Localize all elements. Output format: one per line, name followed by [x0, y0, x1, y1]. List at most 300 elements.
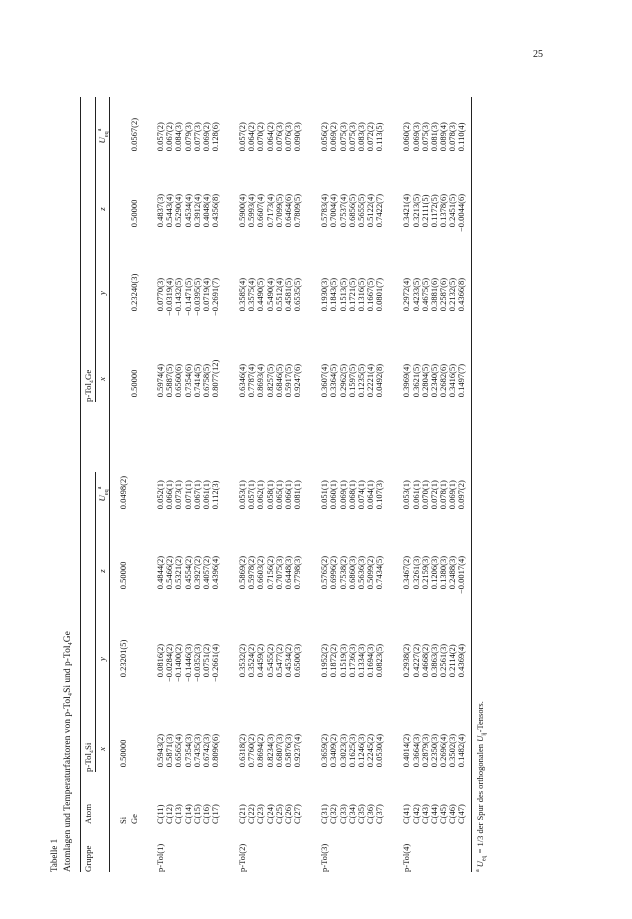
- tensor-symbol: U: [475, 735, 485, 742]
- si-z-cell: 0.5869(2): [237, 555, 248, 590]
- si-ueq-cell: 0.097(2): [456, 480, 467, 510]
- ge-ueq-cell: 0.075(3): [346, 122, 357, 152]
- ge-ueq-cell: 0.079(3): [182, 122, 193, 152]
- atom-label: C(35): [355, 804, 366, 824]
- si-y-cell: −0.1446(3): [182, 643, 193, 682]
- si-ueq-cell: 0.070(1): [419, 480, 430, 510]
- ge-y-cell: −0.1432(5): [173, 277, 184, 316]
- ge-y-cell: 0.1721(5): [346, 277, 357, 312]
- group-label: p-Tol(4): [401, 843, 412, 872]
- si-ueq-cell: 0.071(1): [182, 480, 193, 510]
- ge-ueq-cell: 0.072(2): [365, 122, 376, 152]
- si-y-cell: 0.2938(2): [401, 643, 412, 678]
- ge-y-cell: 0.2972(4): [401, 277, 412, 312]
- si-z-cell: 0.7798(3): [292, 555, 303, 590]
- si-ueq-cell: 0.052(1): [155, 480, 165, 510]
- ge-z-cell: 0.50000: [129, 199, 139, 228]
- si-y-cell: −0.2661(4): [210, 643, 221, 682]
- ge-x-cell: 0.6758(5): [200, 363, 211, 398]
- tensor-suffix: -Tensors.: [475, 701, 485, 733]
- ge-x-cell: 0.6346(4): [237, 363, 248, 398]
- footnote-mark: a: [475, 869, 482, 872]
- si-z-cell: 0.7156(2): [264, 555, 275, 590]
- atom-label: C(14): [182, 804, 193, 824]
- ge-x-cell: 0.3364(5): [328, 363, 339, 398]
- ueq-symbol: U: [475, 861, 485, 868]
- ge-ueq-cell: 0.056(2): [319, 122, 330, 152]
- ge-z-cell: 0.5655(5): [355, 193, 366, 228]
- si-y-cell: 0.4534(2): [283, 643, 294, 678]
- table-row: [375, 97, 384, 872]
- si-ueq-cell: 0.072(1): [428, 480, 439, 510]
- ge-y-cell: 0.4675(5): [419, 277, 430, 312]
- si-ueq-cell: 0.051(1): [319, 480, 330, 510]
- page-number: 25: [533, 49, 543, 60]
- si-y-cell: 0.6500(3): [292, 643, 303, 678]
- ge-x-cell: 0.6846(5): [273, 363, 284, 398]
- si-y-cell: −0.1400(2): [173, 643, 184, 682]
- si-x-cell: 0.5943(2): [155, 733, 165, 768]
- ge-y-cell: 0.3585(4): [237, 277, 248, 312]
- atom-label: C(36): [365, 804, 376, 824]
- ueq-subscript: eq: [103, 131, 110, 138]
- ge-z-cell: 0.5443(4): [164, 193, 175, 228]
- ge-x-cell: 0.2804(5): [419, 363, 430, 398]
- si-z-cell: 0.5765(2): [319, 555, 330, 590]
- si-ueq-cell: 0.065(1): [273, 480, 284, 510]
- atom-label: C(27): [292, 804, 303, 824]
- si-ueq-cell: 0.064(1): [365, 480, 376, 510]
- group-column-header: Gruppe: [83, 845, 93, 872]
- si-x-cell: 0.5871(3): [164, 733, 175, 768]
- ge-z-cell: 0.3421(4): [401, 193, 412, 228]
- si-ueq-cell: 0.0498(2): [118, 475, 128, 510]
- ge-x-cell: 0.2962(5): [337, 363, 348, 398]
- ge-y-cell: 0.2132(5): [447, 277, 458, 312]
- si-y-cell: 0.1519(3): [337, 643, 348, 678]
- si-x-cell: 0.2350(3): [428, 733, 439, 768]
- si-y-cell: 0.4459(2): [255, 643, 266, 678]
- si-y-cell: 0.1952(2): [319, 643, 330, 678]
- ge-y-cell: 0.2587(6): [438, 277, 449, 312]
- ge-z-cell: 0.5900(4): [237, 193, 248, 228]
- ge-ueq-cell: 0.083(3): [355, 122, 366, 152]
- si-z-cell: 0.7075(3): [273, 555, 284, 590]
- ge-y-cell: −0.0395(5): [191, 277, 202, 316]
- ge-y-cell: 0.0801(7): [374, 277, 385, 312]
- si-y-cell: 0.1334(3): [355, 643, 366, 678]
- si-y-cell: −0.0352(3): [191, 643, 202, 682]
- ge-ueq-cell: 0.069(2): [200, 122, 211, 152]
- si-ueq-cell: 0.068(1): [346, 480, 357, 510]
- atom-label: C(44): [428, 804, 439, 824]
- ge-x-cell: 0.8077(12): [210, 359, 221, 398]
- si-ueq-cell: 0.061(1): [410, 480, 421, 510]
- si-x-cell: 0.0530(4): [374, 733, 385, 768]
- si-z-cell: 0.4554(2): [182, 555, 193, 590]
- si-ueq-cell: 0.074(1): [355, 480, 366, 510]
- si-y-cell: 0.4227(2): [410, 643, 421, 678]
- z-symbol: z: [97, 207, 107, 211]
- footnote-text: = 1/3 der Spur des orthogonalen: [475, 743, 485, 854]
- ge-z-cell: 0.7809(5): [292, 193, 303, 228]
- ge-ueq-cell: 0.077(3): [191, 122, 202, 152]
- ge-ueq-cell: 0.070(2): [255, 122, 266, 152]
- si-y-cell: 0.23201(5): [118, 639, 128, 678]
- row-spacer: [110, 97, 118, 872]
- ge-z-cell: 0.4356(8): [210, 193, 221, 228]
- si-y-cell: 0.2561(3): [438, 643, 449, 678]
- tensor-subscript: ij: [481, 732, 488, 736]
- atom-label: C(31): [319, 804, 330, 824]
- ge-x-cell: 0.1597(5): [346, 363, 357, 398]
- ge-compound-header: p-Tol₄Ge: [83, 369, 93, 402]
- si-z-cell: −0.0017(4): [456, 555, 467, 594]
- si-x-cell: 0.6565(4): [173, 733, 184, 768]
- si-y-cell: 0.5455(2): [264, 643, 275, 678]
- si-ueq-cell: 0.107(3): [374, 480, 385, 510]
- ge-x-header: [97, 356, 108, 402]
- ge-ueq-cell: 0.075(3): [337, 122, 348, 152]
- si-y-cell: 0.3532(2): [237, 643, 248, 678]
- si-z-cell: 0.7434(5): [374, 555, 385, 590]
- ge-ueq-cell: 0.069(3): [410, 122, 421, 152]
- atom-label: C(25): [273, 804, 284, 824]
- atom-label: C(13): [173, 804, 184, 824]
- ge-x-cell: 0.5974(4): [155, 363, 165, 398]
- ge-x-cell: 0.7414(5): [191, 363, 202, 398]
- ge-x-cell: 0.2682(6): [438, 363, 449, 398]
- si-x-cell: 0.1246(3): [355, 733, 366, 768]
- si-x-cell: 0.4014(2): [401, 733, 412, 768]
- ge-z-cell: 0.6607(4): [255, 193, 266, 228]
- si-x-cell: 0.8234(3): [264, 733, 275, 768]
- top-rule: [80, 97, 81, 872]
- ge-x-cell: 0.1235(5): [355, 363, 366, 398]
- ge-ueq-cell: 0.057(2): [237, 122, 248, 152]
- si-x-cell: 0.7435(3): [191, 733, 202, 768]
- si-z-cell: 0.6860(3): [346, 555, 357, 590]
- ge-y-cell: 0.4366(8): [456, 277, 467, 312]
- atom-label: C(17): [210, 804, 221, 824]
- si-ueq-header: [97, 474, 108, 514]
- si-z-cell: 0.7538(2): [337, 555, 348, 590]
- si-x-cell: 0.6742(3): [200, 733, 211, 768]
- ge-x-cell: 0.5887(5): [164, 363, 175, 398]
- x-symbol: x: [97, 747, 107, 751]
- ge-z-cell: 0.5993(4): [246, 193, 257, 228]
- si-x-cell: 0.3659(2): [319, 733, 330, 768]
- table-label: Tabelle 1: [49, 838, 59, 872]
- ge-z-cell: 0.7099(5): [273, 193, 284, 228]
- ge-y-cell: −0.2691(7): [210, 277, 221, 316]
- si-y-cell: 0.0823(5): [374, 643, 385, 678]
- ge-x-cell: 0.3621(5): [410, 363, 421, 398]
- table-caption: Atomlagen und Temperaturfaktoren von p-Tol₄Si und p-Tol₄Ge: [63, 631, 73, 872]
- ge-ueq-cell: 0.0567(2): [129, 117, 139, 152]
- ueq-symbol: U: [97, 137, 107, 144]
- ueq-subscript: eq: [103, 489, 110, 496]
- ge-y-cell: 0.1843(5): [328, 277, 339, 312]
- table-row: [118, 97, 129, 872]
- atom-label: C(46): [447, 804, 458, 824]
- ge-span-rule: [95, 97, 96, 402]
- ge-ueq-cell: 0.057(2): [155, 122, 165, 152]
- ge-ueq-cell: 0.075(3): [419, 122, 430, 152]
- row-spacer: [140, 97, 156, 872]
- si-ueq-cell: 0.057(1): [246, 480, 257, 510]
- ge-x-cell: 0.50000: [129, 369, 139, 398]
- si-y-cell: 0.3863(3): [428, 643, 439, 678]
- table-footnote: [475, 701, 486, 872]
- ge-x-cell: 0.5917(5): [283, 363, 294, 398]
- si-z-cell: 0.4057(2): [200, 555, 211, 590]
- si-ueq-cell: 0.060(1): [328, 480, 339, 510]
- atom-label: C(26): [283, 804, 294, 824]
- si-ueq-cell: 0.078(1): [438, 480, 449, 510]
- atom-label: C(16): [200, 804, 211, 824]
- ge-x-cell: 0.1497(7): [456, 363, 467, 398]
- ge-ueq-cell: 0.090(3): [292, 122, 303, 152]
- ge-z-header: [97, 186, 108, 232]
- si-z-cell: 0.6603(2): [255, 555, 266, 590]
- ge-ueq-cell: 0.060(2): [401, 122, 412, 152]
- ge-x-cell: 0.7354(6): [182, 363, 193, 398]
- si-compound-header: p-Tol₄Si: [83, 742, 93, 772]
- ge-ueq-header: [97, 116, 108, 156]
- si-x-cell: 0.2696(4): [438, 733, 449, 768]
- ge-ueq-cell: 0.064(2): [264, 122, 275, 152]
- ge-z-cell: 0.5122(4): [365, 193, 376, 228]
- si-z-cell: 0.2488(3): [447, 555, 458, 590]
- ge-z-cell: 0.1172(5): [428, 194, 439, 228]
- atom-label: C(15): [191, 804, 202, 824]
- ge-ueq-cell: 0.064(2): [246, 122, 257, 152]
- row-spacer: [220, 97, 238, 872]
- ge-y-cell: 0.4490(5): [255, 277, 266, 312]
- si-z-cell: 0.3927(2): [191, 555, 202, 590]
- atom-label: C(47): [456, 804, 467, 824]
- si-ueq-cell: 0.067(1): [191, 480, 202, 510]
- si-y-cell: 0.3524(2): [246, 643, 257, 678]
- ge-ueq-cell: 0.089(4): [438, 122, 449, 152]
- group-label: p-Tol(2): [237, 843, 248, 872]
- ge-x-cell: 0.3969(4): [401, 363, 412, 398]
- si-x-cell: 0.1625(3): [346, 733, 357, 768]
- si-x-cell: 0.50000: [118, 739, 128, 768]
- ge-ueq-cell: 0.110(4): [456, 122, 467, 152]
- si-x-cell: 0.3502(3): [447, 733, 458, 768]
- ge-y-cell: 0.3881(6): [428, 277, 439, 312]
- ge-y-cell: 0.23240(3): [129, 273, 139, 312]
- ge-z-cell: −0.0044(6): [456, 193, 467, 232]
- table-row: [129, 97, 140, 872]
- si-ueq-cell: 0.061(1): [200, 480, 211, 510]
- si-z-cell: 0.6996(2): [328, 555, 339, 590]
- ge-z-cell: 0.3213(5): [410, 193, 421, 228]
- atom-label: C(41): [401, 804, 412, 824]
- atom-label: C(45): [438, 804, 449, 824]
- si-x-cell: 0.8694(2): [255, 733, 266, 768]
- si-z-header: [97, 548, 108, 594]
- ge-z-cell: 0.4837(3): [155, 193, 165, 228]
- si-y-header: [97, 636, 108, 682]
- ge-ueq-cell: 0.081(3): [428, 122, 439, 152]
- ge-y-header: [97, 270, 108, 316]
- rotated-table: [48, 97, 498, 872]
- ge-ueq-cell: 0.076(3): [273, 122, 284, 152]
- si-y-cell: 0.1736(3): [346, 643, 357, 678]
- ge-y-cell: 0.3575(4): [246, 277, 257, 312]
- si-ueq-cell: 0.069(1): [447, 480, 458, 510]
- ge-x-cell: 0.0492(8): [374, 363, 385, 398]
- si-ueq-cell: 0.066(1): [164, 480, 175, 510]
- si-x-cell: 0.2245(2): [365, 733, 376, 768]
- si-ueq-cell: 0.066(1): [283, 480, 294, 510]
- si-x-cell: 0.7760(2): [246, 733, 257, 768]
- ge-z-cell: 0.4048(4): [200, 193, 211, 228]
- footnote-mark: a: [97, 128, 104, 132]
- ge-x-cell: 0.2221(4): [365, 363, 376, 398]
- si-x-cell: 0.8096(6): [210, 733, 221, 768]
- y-symbol: y: [97, 291, 107, 295]
- ge-y-cell: 0.0770(3): [155, 277, 165, 312]
- ge-z-cell: 0.4534(4): [182, 193, 193, 228]
- si-y-cell: 0.4369(4): [456, 643, 467, 678]
- si-z-cell: 0.3261(3): [410, 555, 421, 590]
- si-ueq-cell: 0.058(1): [264, 480, 275, 510]
- x-symbol: x: [97, 377, 107, 381]
- ge-x-cell: 0.8257(5): [264, 363, 275, 398]
- ge-x-cell: 0.8693(4): [255, 363, 266, 398]
- atom-label: C(37): [374, 804, 385, 824]
- ge-y-cell: 0.0719(4): [200, 277, 211, 312]
- footnote-mark: a: [97, 486, 104, 490]
- ge-x-cell: 0.3416(5): [447, 363, 458, 398]
- ge-z-cell: 0.1378(6): [438, 193, 449, 228]
- ge-z-cell: 0.5783(4): [319, 193, 330, 228]
- ge-z-cell: 0.2111(5): [419, 194, 430, 228]
- ge-z-cell: 0.7537(4): [337, 193, 348, 228]
- si-x-cell: 0.6807(3): [273, 733, 284, 768]
- si-z-cell: 0.3467(2): [401, 555, 412, 590]
- si-y-cell: 0.0751(2): [200, 643, 211, 678]
- si-z-cell: 0.4844(2): [155, 555, 165, 590]
- subheader-row: [97, 97, 108, 872]
- si-z-cell: 0.1380(3): [438, 555, 449, 590]
- ge-y-cell: −0.1471(5): [182, 277, 193, 316]
- ge-y-cell: 0.6535(5): [292, 277, 303, 312]
- si-z-cell: 0.4396(4): [210, 555, 221, 590]
- atom-label: C(34): [346, 804, 357, 824]
- si-ueq-cell: 0.053(1): [401, 480, 412, 510]
- si-z-cell: 0.5636(3): [355, 555, 366, 590]
- si-z-cell: 0.50000: [118, 561, 128, 590]
- ge-y-cell: 0.5490(4): [264, 277, 275, 312]
- row-spacer: [302, 97, 320, 872]
- ge-x-cell: 0.2340(5): [428, 363, 439, 398]
- row-spacer: [385, 97, 403, 872]
- si-z-cell: 0.1206(3): [428, 555, 439, 590]
- ge-y-cell: 0.1930(3): [319, 277, 330, 312]
- si-y-cell: 0.1872(2): [328, 643, 339, 678]
- header-row: [83, 97, 94, 872]
- table-row: [457, 97, 466, 872]
- si-span-rule: [95, 472, 96, 772]
- atom-column-header: Atom: [83, 803, 93, 824]
- ge-z-cell: 0.6856(5): [346, 193, 357, 228]
- ge-x-cell: 0.3607(4): [319, 363, 330, 398]
- si-x-cell: 0.3023(3): [337, 733, 348, 768]
- atom-label: Ge: [129, 814, 139, 824]
- si-y-cell: 0.4668(2): [419, 643, 430, 678]
- ge-y-cell: 0.1667(5): [365, 277, 376, 312]
- si-ueq-cell: 0.112(3): [210, 480, 221, 510]
- si-x-cell: 0.7354(3): [182, 733, 193, 768]
- ge-ueq-cell: 0.113(5): [374, 122, 385, 152]
- si-z-cell: 0.2159(3): [419, 555, 430, 590]
- atom-label: C(22): [246, 804, 257, 824]
- ge-y-cell: 0.1513(5): [337, 277, 348, 312]
- si-x-cell: 0.3664(3): [410, 733, 421, 768]
- si-x-cell: 0.1482(4): [456, 733, 467, 768]
- ge-ueq-cell: 0.078(3): [447, 122, 458, 152]
- table-row: [211, 97, 220, 872]
- si-ueq-cell: 0.081(1): [292, 480, 303, 510]
- si-x-cell: 0.9237(4): [292, 733, 303, 768]
- si-x-cell: 0.3409(2): [328, 733, 339, 768]
- si-y-cell: −0.0284(2): [164, 643, 175, 682]
- si-x-cell: 0.6318(2): [237, 733, 248, 768]
- ge-y-cell: 0.5512(4): [273, 277, 284, 312]
- atom-label: C(42): [410, 804, 421, 824]
- atom-label: C(21): [237, 804, 248, 824]
- atom-label: C(12): [164, 804, 175, 824]
- atom-label: Si: [118, 816, 128, 824]
- atom-label: C(11): [155, 804, 165, 824]
- ge-y-cell: 0.1316(5): [355, 277, 366, 312]
- si-ueq-cell: 0.053(1): [237, 480, 248, 510]
- ge-ueq-cell: 0.084(3): [173, 122, 184, 152]
- ge-ueq-cell: 0.069(2): [328, 122, 339, 152]
- ge-y-cell: 0.4581(5): [283, 277, 294, 312]
- group-label: p-Tol(3): [319, 843, 330, 872]
- si-z-cell: 0.5978(2): [246, 555, 257, 590]
- si-z-cell: 0.5466(2): [164, 555, 175, 590]
- ge-z-cell: 0.5290(4): [173, 193, 184, 228]
- si-x-header: [97, 726, 108, 772]
- ge-z-cell: 0.6464(6): [283, 193, 294, 228]
- atom-label: C(24): [264, 804, 275, 824]
- table-body: [110, 97, 467, 872]
- bottom-rule: [471, 97, 472, 872]
- si-x-cell: 0.2879(3): [419, 733, 430, 768]
- si-ueq-cell: 0.073(1): [173, 480, 184, 510]
- ge-x-cell: 0.9247(6): [292, 363, 303, 398]
- si-y-cell: 0.0816(2): [155, 643, 165, 678]
- atom-label: C(32): [328, 804, 339, 824]
- atom-label: C(33): [337, 804, 348, 824]
- ge-y-cell: −0.0319(4): [164, 277, 175, 316]
- ge-x-cell: 0.7787(4): [246, 363, 257, 398]
- ueq-symbol: U: [97, 495, 107, 502]
- si-y-cell: 0.2114(2): [447, 644, 458, 678]
- si-z-cell: 0.5099(2): [365, 555, 376, 590]
- si-ueq-cell: 0.069(1): [337, 480, 348, 510]
- ge-z-cell: 0.3912(4): [191, 193, 202, 228]
- si-z-cell: 0.6448(3): [283, 555, 294, 590]
- atom-label: C(43): [419, 804, 430, 824]
